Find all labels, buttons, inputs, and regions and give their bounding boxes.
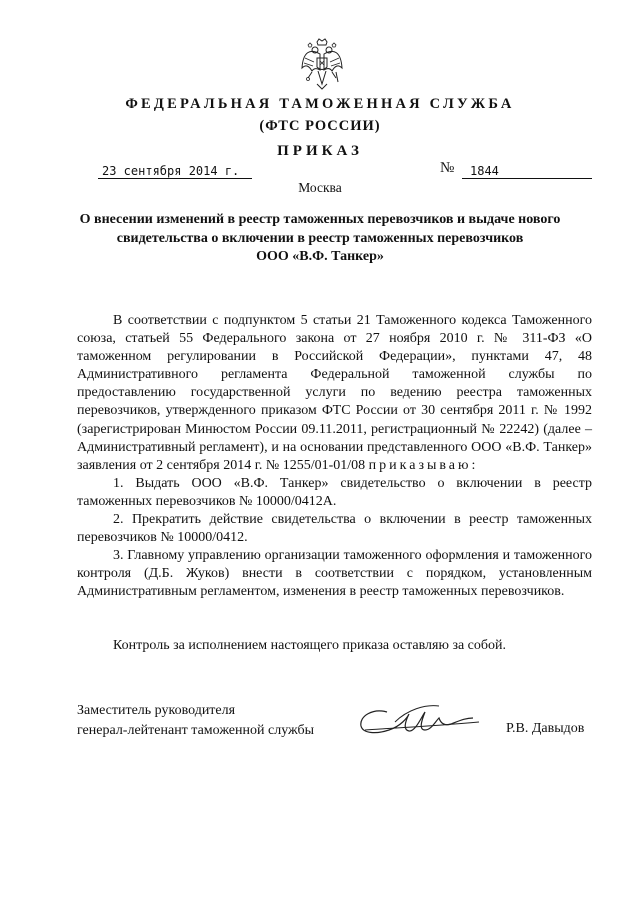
order-word: приказываю: (368, 457, 479, 473)
heading-line: свидетельства о включении в реестр таможенных перевозчиков (116, 230, 524, 246)
heading-line: О внесении изменений в реестр таможенных перевозчиков и выдаче нового (79, 212, 561, 227)
order-item: 2. Прекратить действие свидетельства о включении в реестр таможенных перевозчиков № 10000/0412. (77, 512, 592, 546)
preamble-paragraph (77, 312, 592, 475)
order-body (77, 312, 592, 602)
agency-name: ФЕДЕРАЛЬНАЯ ТАМОЖЕННАЯ СЛУЖБА (125, 96, 515, 112)
order-item: 1. Выдать ООО «В.Ф. Танкер» свидетельство о включении в реестр таможенных перевозчиков № 10000/0412А. (77, 475, 592, 509)
order-heading (0, 211, 640, 267)
position-line: Заместитель руководителя (77, 703, 236, 718)
order-number: 1844 (462, 164, 592, 179)
preamble-text: В соответствии с подпунктом 5 статьи 21 Таможенного кодекса Таможенного союза, статьей 55 Федерального закона от 27 ноября 2010 г. № 311-ФЗ «О таможенном регулировании в Российской Федерации», пунктами 47, 48 Административного регламента Федеральной таможенной службы по предоставлению государственной услуги по ведению реестра таможенных перевозчиков, утвержденного приказом ФТС России от 30 сентября 2011 г. № 1992 (зарегистрирован Минюстом России 09.11.2011, регистрационный № 22242) (далее – Административный регламент), и на основании представленного ООО «В.Ф. Танкер» заявления от 2 сентября 2014 г. № 1255/01-01/08 (77, 313, 592, 473)
document-type: ПРИКАЗ (277, 143, 363, 159)
signatory-position (77, 701, 314, 741)
agency-short-name: (ФТС РОССИИ) (259, 118, 381, 134)
order-number-label: № (440, 160, 455, 176)
issue-city: Москва (298, 180, 342, 195)
position-line: генерал-лейтенант таможенной службы (77, 723, 315, 738)
heading-line: ООО «В.Ф. Танкер» (256, 249, 384, 264)
signatory-name: Р.В. Давыдов (506, 721, 585, 736)
control-clause: Контроль за исполнением настоящего приказа оставляю за собой. (113, 638, 507, 653)
order-item: 3. Главному управлению организации таможенного оформления и таможенного контроля (Д.Б. Жуков) внести в соответствии с порядком, установленным Административным регламентом, изменения в реестр таможенных перевозчиков. (77, 548, 592, 600)
russian-coat-of-arms-icon (300, 38, 344, 90)
handwritten-signature (355, 700, 495, 745)
order-date: 23 сентября 2014 г. (98, 164, 252, 179)
